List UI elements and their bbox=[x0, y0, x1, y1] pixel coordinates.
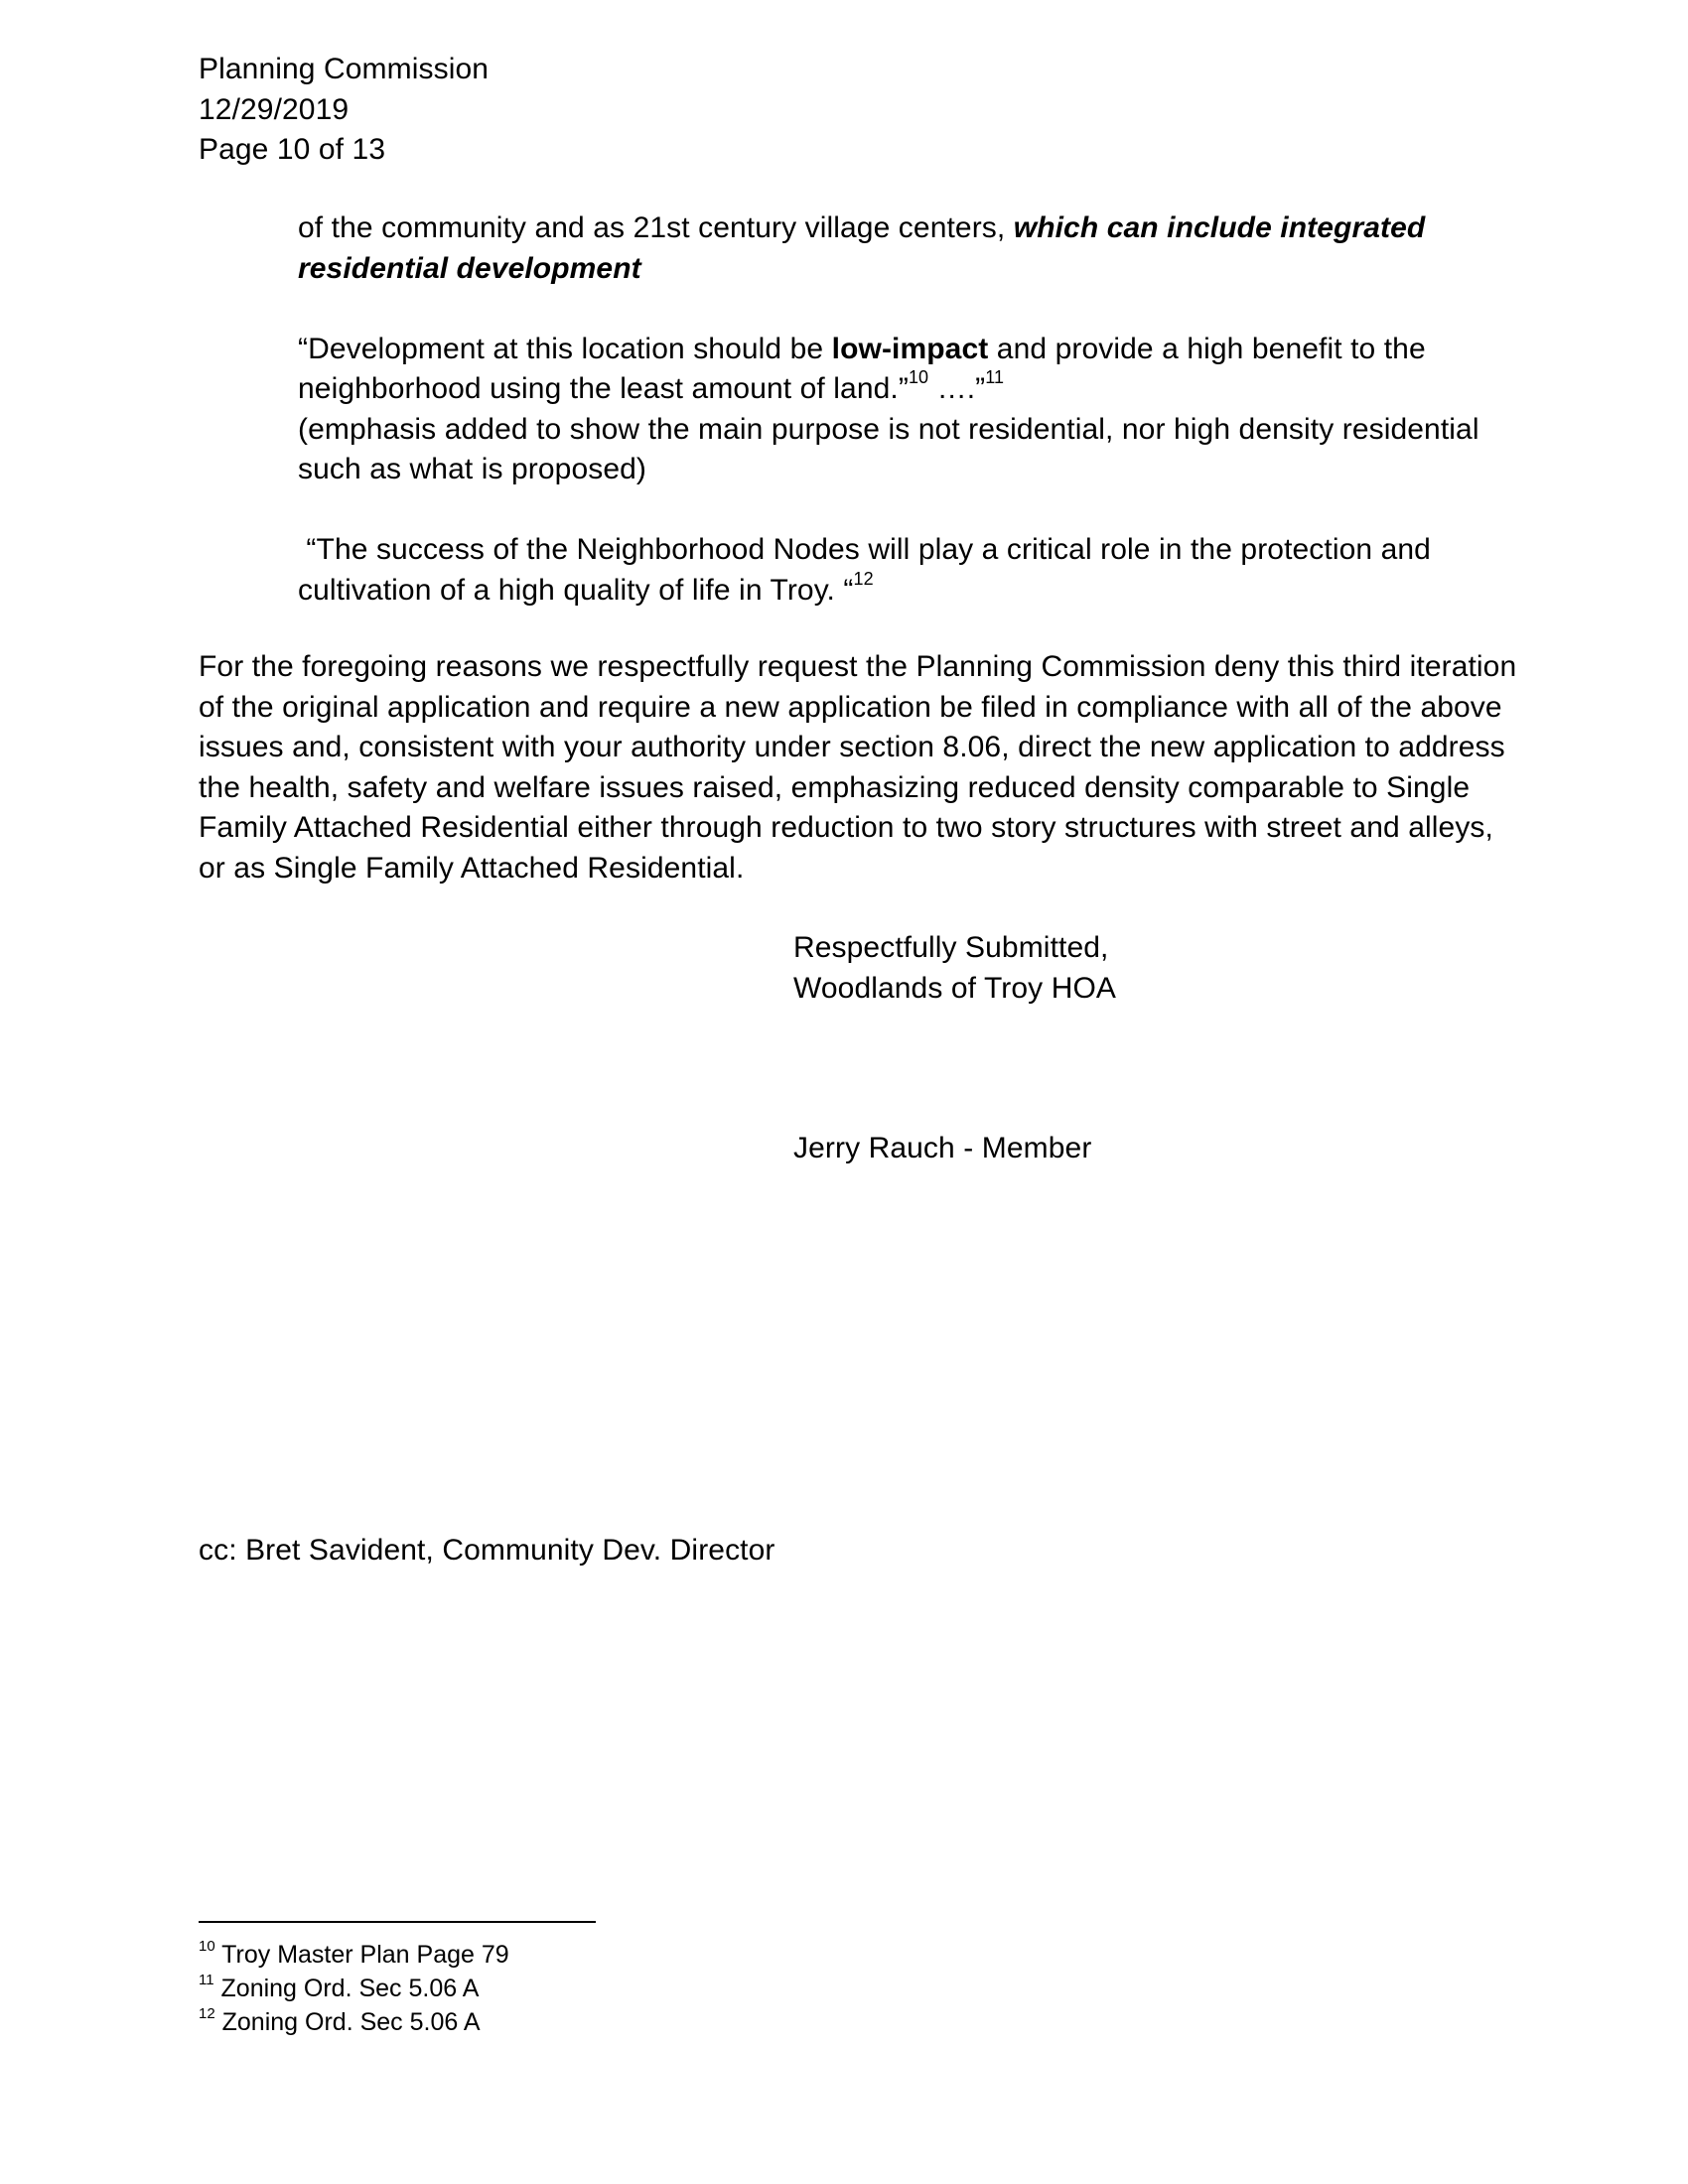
signer-name: Jerry Rauch - Member bbox=[793, 1132, 1092, 1164]
quoted-excerpts bbox=[298, 208, 1549, 611]
quote-1-emphasis: which can include integrated residential development bbox=[298, 211, 1426, 285]
quote-3-text: “The success of the Neighborhood Nodes will play a critical role in the protection and cultivation of a high quality of life in Troy. “ bbox=[298, 533, 1431, 607]
quote-2-mid: ….” bbox=[928, 372, 986, 405]
footnote-number: 11 bbox=[199, 1971, 214, 1988]
footnote-ref-11: 11 bbox=[985, 367, 1005, 387]
footnote-11 bbox=[199, 1972, 509, 2005]
quote-2-bold: low-impact bbox=[831, 332, 989, 365]
quote-1-text: of the community and as 21st century village centers, bbox=[298, 211, 1014, 244]
quote-paragraph-2 bbox=[298, 330, 1549, 410]
footnote-12 bbox=[199, 2005, 509, 2039]
footnote-ref-10: 10 bbox=[908, 367, 929, 387]
quote-2-lead: “Development at this location should be bbox=[298, 332, 832, 365]
footnote-10 bbox=[199, 1938, 509, 1972]
quote-paragraph-3 bbox=[298, 530, 1549, 611]
organization-name: Woodlands of Troy HOA bbox=[793, 971, 1117, 1005]
quote-2-tail: and provide a high benefit to the neighborhood using the least amount of land.” bbox=[298, 332, 1426, 405]
header-page-number: Page 10 of 13 bbox=[199, 133, 386, 166]
footnote-text: Zoning Ord. Sec 5.06 A bbox=[213, 1975, 480, 2002]
quote-paragraph-1 bbox=[298, 208, 1549, 289]
header-recipient: Planning Commission bbox=[199, 53, 490, 85]
letter-header bbox=[199, 50, 489, 171]
closing-paragraph: For the foregoing reasons we respectfully request the Planning Commission deny this third iteration of the original application and require a new application be filed in compliance with all of the above issues and, consistent with your authority under section 8.06, direct the new application to address the health, safety and welfare issues raised, emphasizing reduced density comparable to Single Family Attached Residential either through reduction to two story structures with street and alleys, or as Single Family Attached Residential. bbox=[199, 650, 1517, 885]
footnote-text: Zoning Ord. Sec 5.06 A bbox=[214, 2008, 481, 2036]
closing-salutation: Respectfully Submitted, bbox=[793, 931, 1109, 964]
footnotes bbox=[199, 1938, 509, 2039]
footnote-ref-12: 12 bbox=[853, 568, 874, 589]
cc-line: cc: Bret Savident, Community Dev. Director bbox=[199, 1534, 775, 1567]
footnote-number: 12 bbox=[199, 2004, 215, 2022]
footnote-divider bbox=[199, 1921, 596, 1923]
footnote-number: 10 bbox=[199, 1937, 215, 1955]
emphasis-note: (emphasis added to show the main purpose is not residential, nor high density residential such as what is proposed) bbox=[298, 412, 1479, 485]
header-date: 12/29/2019 bbox=[199, 92, 350, 126]
footnote-text: Troy Master Plan Page 79 bbox=[214, 1941, 509, 1969]
signature-block bbox=[793, 928, 1116, 1009]
